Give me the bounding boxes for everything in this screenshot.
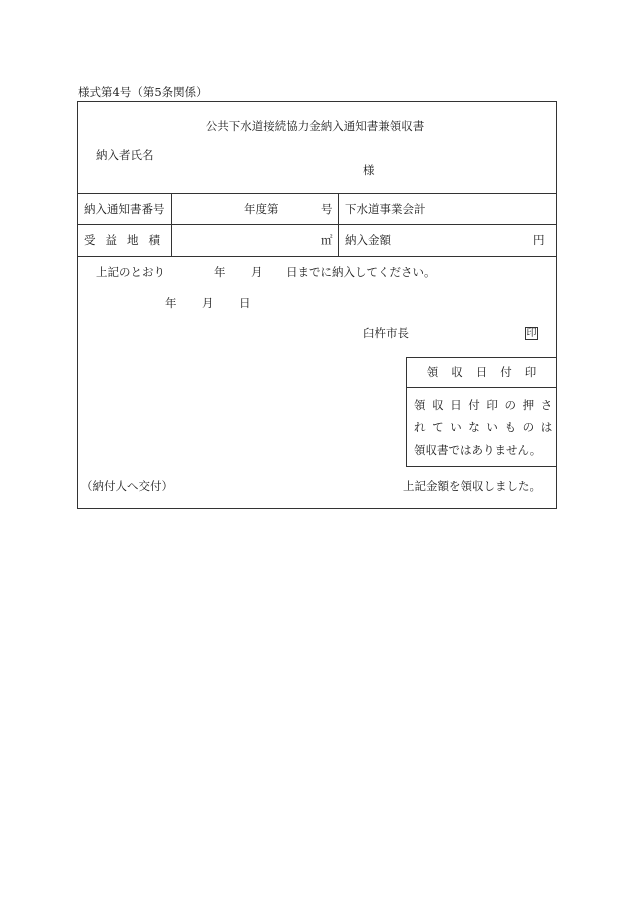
number-suffix: 号 bbox=[321, 202, 333, 216]
footer-receipt-statement: 上記金額を領収しました。 bbox=[403, 479, 541, 493]
mayor-title: 臼杵市長 bbox=[363, 326, 409, 340]
issue-day: 日 bbox=[239, 296, 251, 310]
payment-amount-label: 納入金額 bbox=[345, 233, 391, 247]
divider bbox=[77, 256, 557, 257]
form-number-label: 様式第4号（第5条関係） bbox=[78, 85, 208, 99]
receipt-stamp-title: 領収日付印 bbox=[426, 365, 550, 379]
instruction-suffix: 日までに納入してください。 bbox=[286, 265, 436, 279]
payer-name-label: 納入者氏名 bbox=[96, 148, 154, 162]
issue-month: 月 bbox=[202, 296, 214, 310]
instruction-year: 年 bbox=[214, 265, 226, 279]
receipt-note-line-3: 領収書ではありません。 bbox=[414, 443, 542, 457]
divider bbox=[406, 387, 557, 388]
honorific-sama: 様 bbox=[363, 163, 375, 177]
receipt-note-line-2: れていないものは bbox=[414, 420, 559, 434]
benefit-area-label: 受益地積 bbox=[84, 233, 170, 247]
fiscal-year-text: 年度第 bbox=[244, 202, 279, 216]
form-title: 公共下水道接続協力金納入通知書兼領収書 bbox=[205, 119, 425, 133]
footer-delivery-note: （納付人へ交付） bbox=[81, 479, 173, 493]
instruction-prefix: 上記のとおり bbox=[96, 265, 165, 279]
issue-year: 年 bbox=[165, 296, 177, 310]
account-name: 下水道事業会計 bbox=[345, 202, 426, 216]
seal-mark: 印 bbox=[526, 328, 537, 339]
area-unit: ㎡ bbox=[321, 233, 333, 247]
divider bbox=[77, 193, 557, 194]
notice-number-label: 納入通知書番号 bbox=[84, 202, 165, 216]
divider bbox=[171, 193, 172, 256]
instruction-month: 月 bbox=[251, 265, 263, 279]
divider bbox=[77, 224, 557, 225]
yen-unit: 円 bbox=[533, 233, 545, 247]
divider bbox=[338, 193, 339, 256]
receipt-note-line-1: 領収日付印の押さ bbox=[414, 398, 559, 412]
